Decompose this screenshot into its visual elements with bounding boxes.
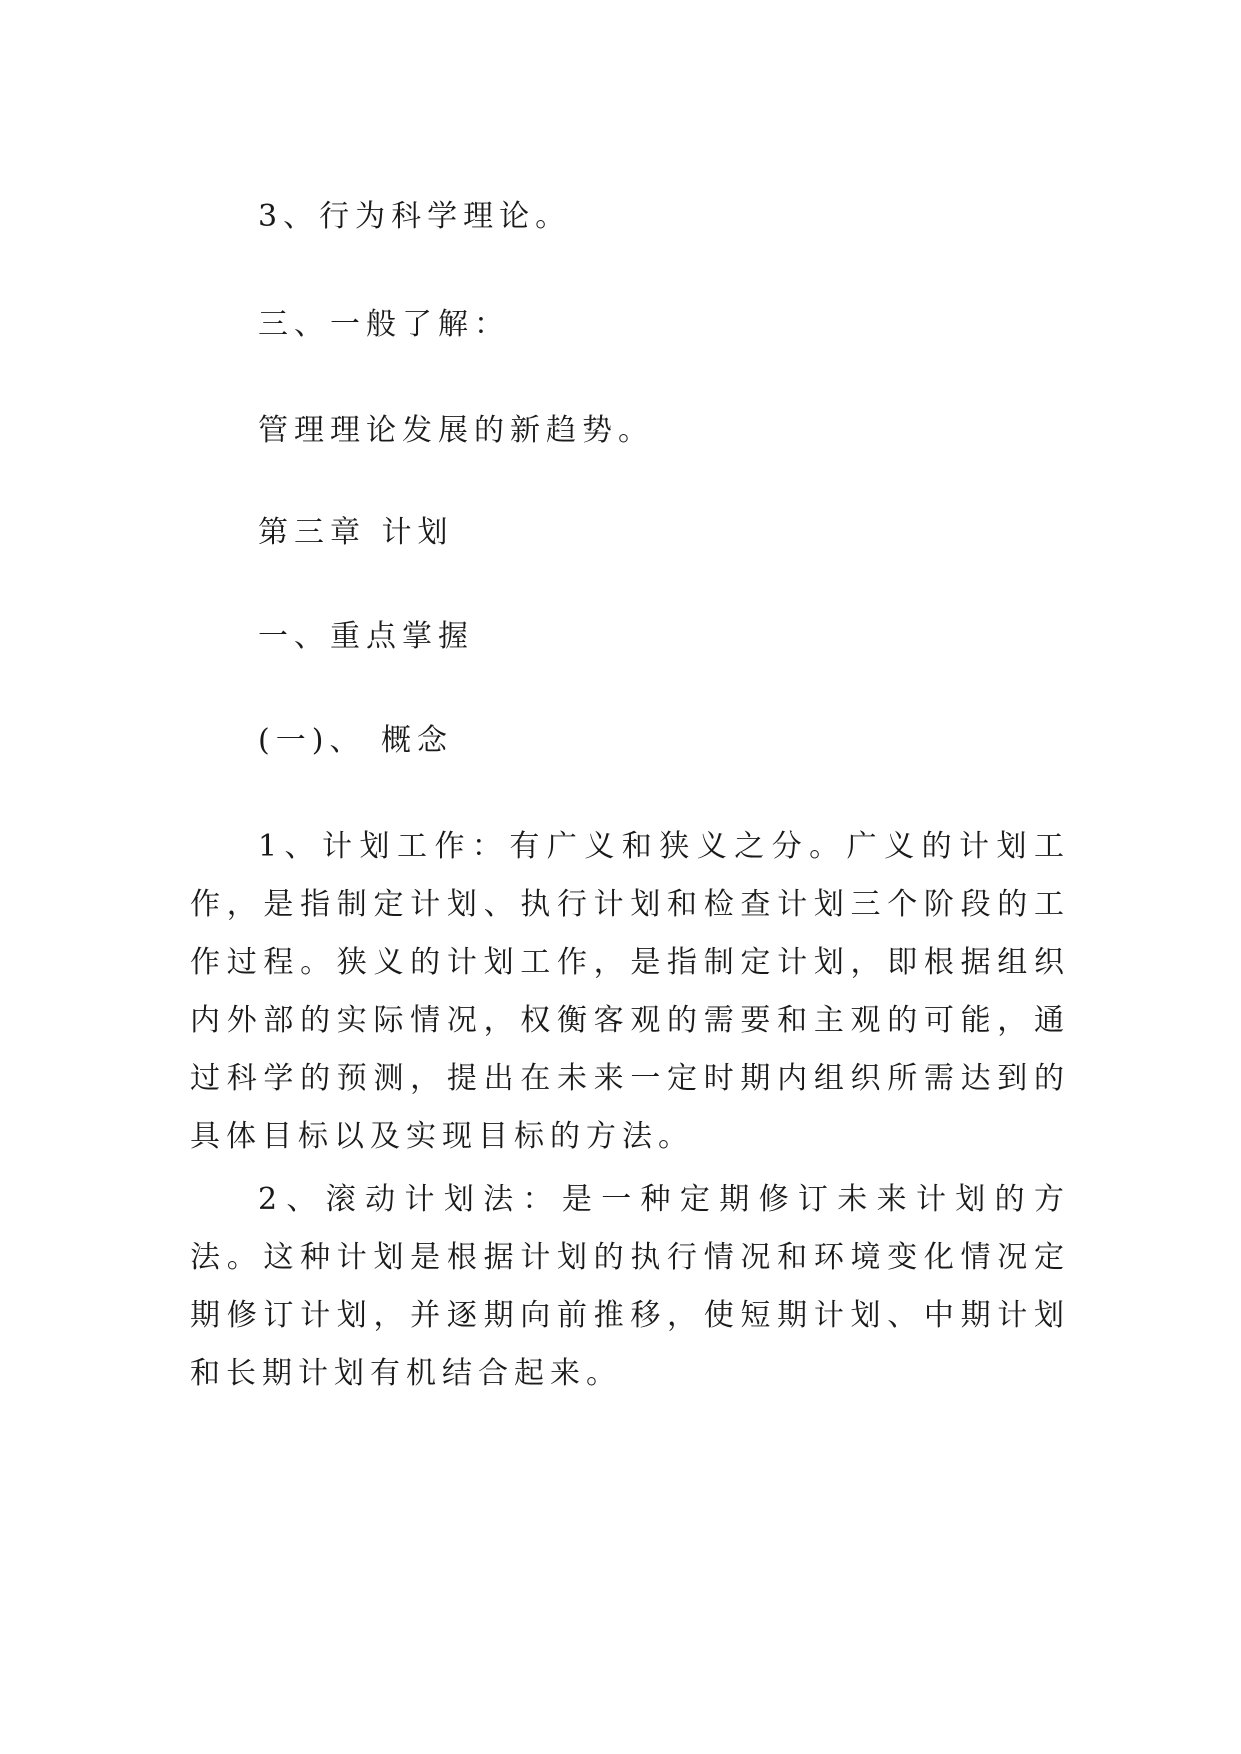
section-heading-general-understanding: 三、一般了解： bbox=[258, 307, 510, 342]
list-item-behavioral-science: 3、行为科学理论。 bbox=[258, 199, 572, 234]
section-heading-key-points: 一、重点掌握 bbox=[258, 619, 474, 654]
paragraph-rolling-planning: 2、滚动计划法：是一种定期修订未来计划的方法。这种计划是根据计划的执行情况和环境变化情况定期修订计划，并逐期向前推移，使短期计划、中期计划和长期计划有机结合起来。 bbox=[190, 1182, 1070, 1391]
chapter-heading-planning: 第三章 计划 bbox=[258, 515, 454, 550]
subsection-heading-concepts: (一)、 概念 bbox=[258, 723, 453, 758]
text-management-trends: 管理理论发展的新趋势。 bbox=[258, 413, 654, 448]
paragraph-planning-work: 1、计划工作：有广义和狭义之分。广义的计划工作，是指制定计划、执行计划和检查计划三个阶段的工作过程。狭义的计划工作，是指制定计划，即根据组织内外部的实际情况，权衡客观的需要和主观的可能，通过科学的预测，提出在未来一定时期内组织所需达到的具体目标以及实现目标的方法。 bbox=[190, 829, 1070, 1154]
